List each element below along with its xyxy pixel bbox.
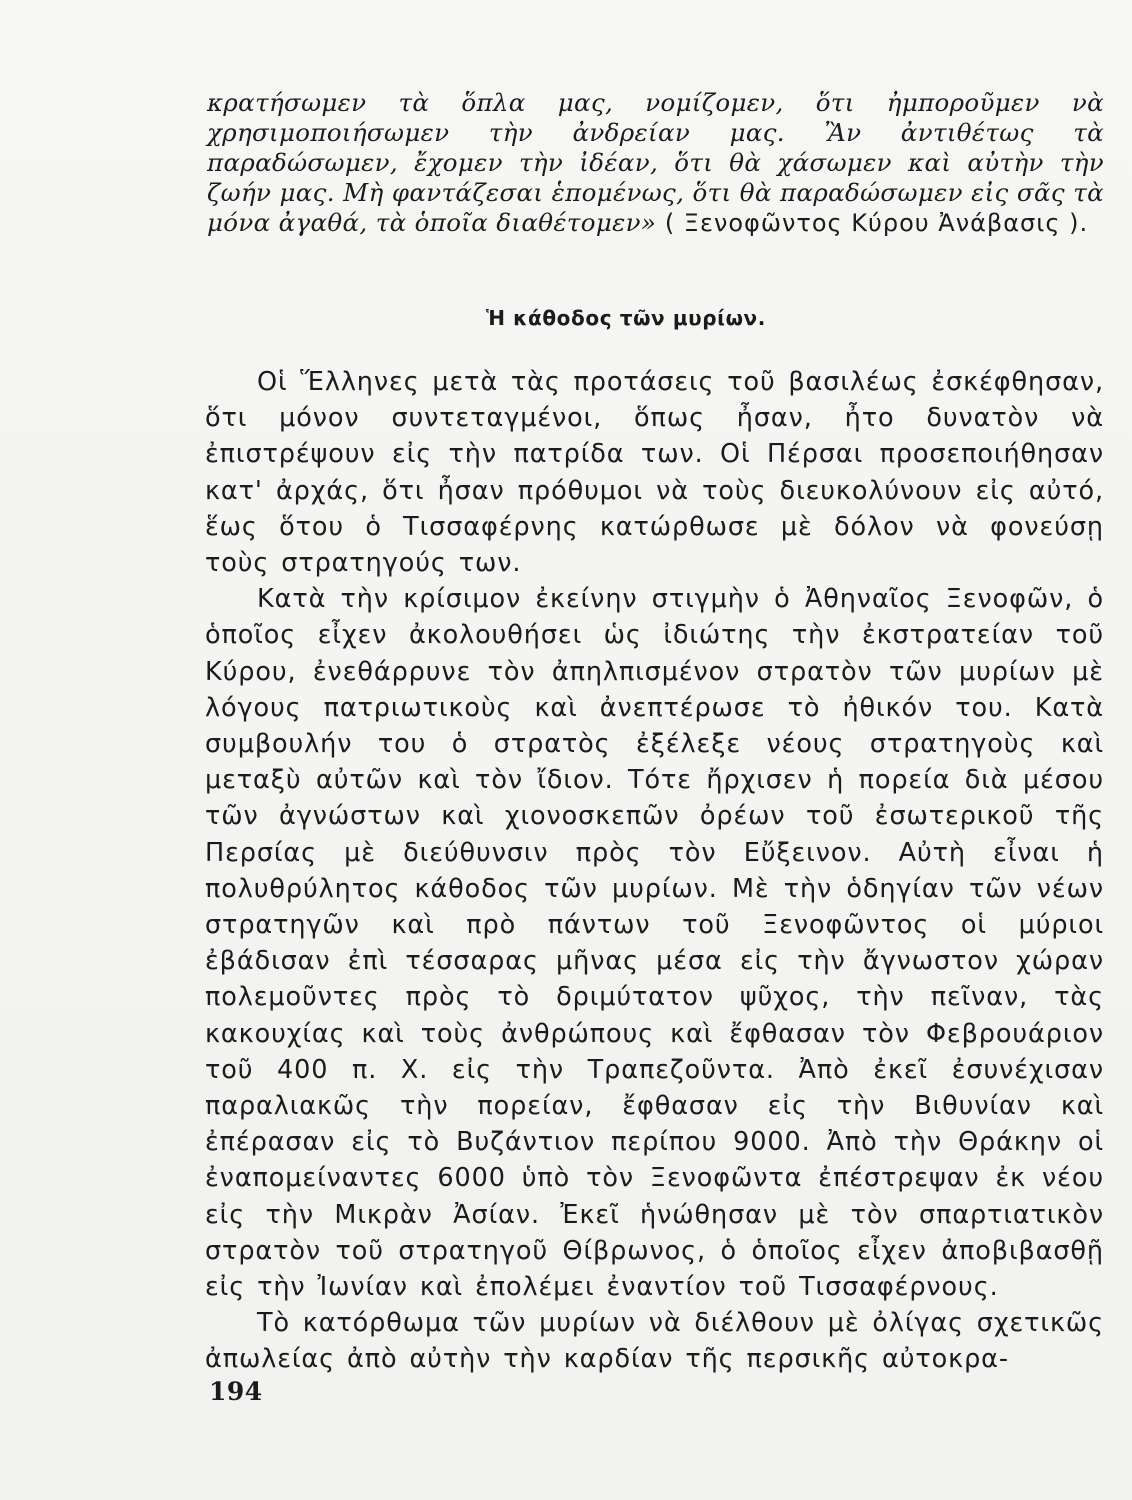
page-number: 194 (209, 1377, 263, 1406)
paragraph: Κατὰ τὴν κρίσιμον ἐκείνην στιγμὴν ὁ Ἀθηναῖος Ξενοφῶν, ὁ ὁποῖος εἶχεν ἀκολουθήσει ὡς ἰδιώτης τὴν ἐκστρατείαν τοῦ Κύρου, ἐνεθάρρυνε τὸν ἀπηλπισμένον στρατὸν τῶν μυρίων μὲ λόγους πατριωτικοὺς καὶ ἀνεπτέρωσε τὸ ἠθικόν του. Κατὰ συμβουλήν του ὁ στρατὸς ἐξέλεξε νέους στρατηγοὺς καὶ μεταξὺ αὐτῶν καὶ τὸν ἴδιον. Τότε ἤρχισεν ἡ πορεία διὰ μέσου τῶν ἀγνώστων καὶ χιονοσκεπῶν ὀρέων τοῦ ἐσωτερικοῦ τῆς Περσίας μὲ διεύθυνσιν πρὸς τὸν Εὔξεινον. Αὐτὴ εἶναι ἡ πολυθρύλητος κάθοδος τῶν μυρίων. Μὲ τὴν ὁδηγίαν τῶν νέων στρατηγῶν καὶ πρὸ πάντων τοῦ Ξενοφῶντος οἱ μύριοι ἐβάδισαν ἐπὶ τέσσαρας μῆνας μέσα εἰς τὴν ἄγνωστον χώραν πολεμοῦντες πρὸς τὸ δριμύτατον ψῦχος, τὴν πεῖναν, τὰς κακουχίας καὶ τοὺς ἀνθρώπους καὶ ἔφθασαν τὸν Φεβρουάριον τοῦ 400 π. Χ. εἰς τὴν Τραπεζοῦντα. Ἀπὸ ἐκεῖ ἐσυνέχισαν παραλιακῶς τὴν πορείαν, ἔφθασαν εἰς τὴν Βιθυνίαν καὶ ἐπέρασαν εἰς τὸ Βυζάντιον περίπου 9000. Ἀπὸ τὴν Θράκην οἱ ἐναπομείναντες 6000 ὑπὸ τὸν Ξενοφῶντα ἐπέστρεψαν ἐκ νέου εἰς τὴν Μικρὰν Ἀσίαν. Ἐκεῖ ἡνώθησαν μὲ τὸν σπαρτιατικὸν στρατὸν τοῦ στρατηγοῦ Θίβρωνος, ὁ ὁποῖος εἶχεν ἀποβιβασθῇ εἰς τὴν Ἰωνίαν καὶ ἐπολέμει ἐναντίον τοῦ Τισσαφέρνους. (205, 584, 1104, 1303)
quoted-passage (207, 88, 1104, 238)
paragraph: Τὸ κατόρθωμα τῶν μυρίων νὰ διέλθουν μὲ ὀλίγας σχετικῶς ἀπωλείας ἀπὸ αὐτὴν τὴν καρδίαν τῆς περσικῆς αὐτοκρα- (205, 1308, 1104, 1375)
section-heading: Ἡ κάθοδος τῶν μυρίων. (486, 306, 766, 330)
quote-text: κρατήσωμεν τὰ ὅπλα μας, νομίζομεν, ὅτι ἠμποροῦμεν νὰ χρησιμοποιήσωμεν τὴν ἀνδρείαν μας. Ἂν ἀντιθέτως τὰ παραδώσωμεν, ἔχομεν τὴν ἰδέαν, ὅτι θὰ χάσωμεν καὶ αὐτὴν τὴν ζωήν μας. Μὴ φαντάζεσαι ἑπομένως, ὅτι θὰ παραδώσωμεν εἰς σᾶς τὰ μόνα ἀγαθά, τὰ ὁποῖα διαθέτομεν» (207, 88, 1104, 237)
body-text (205, 364, 1104, 1378)
quote-citation: ( Ξενοφῶντος Κύρου Ἀνάβασις ). (656, 209, 1089, 237)
paragraph: Οἱ Ἕλληνες μετὰ τὰς προτάσεις τοῦ βασιλέως ἐσκέφθησαν, ὅτι μόνον συντεταγμένοι, ὅπως ἦσαν, ἦτο δυνατὸν νὰ ἐπιστρέψουν εἰς τὴν πατρίδα των. Οἱ Πέρσαι προσεποιήθησαν κατ' ἀρχάς, ὅτι ἦσαν πρόθυμοι νὰ τοὺς διευκολύνουν εἰς αὐτό, ἕως ὅτου ὁ Τισσαφέρνης κατώρθωσε μὲ δόλον νὰ φονεύσῃ τοὺς στρατηγούς των. (205, 367, 1104, 579)
